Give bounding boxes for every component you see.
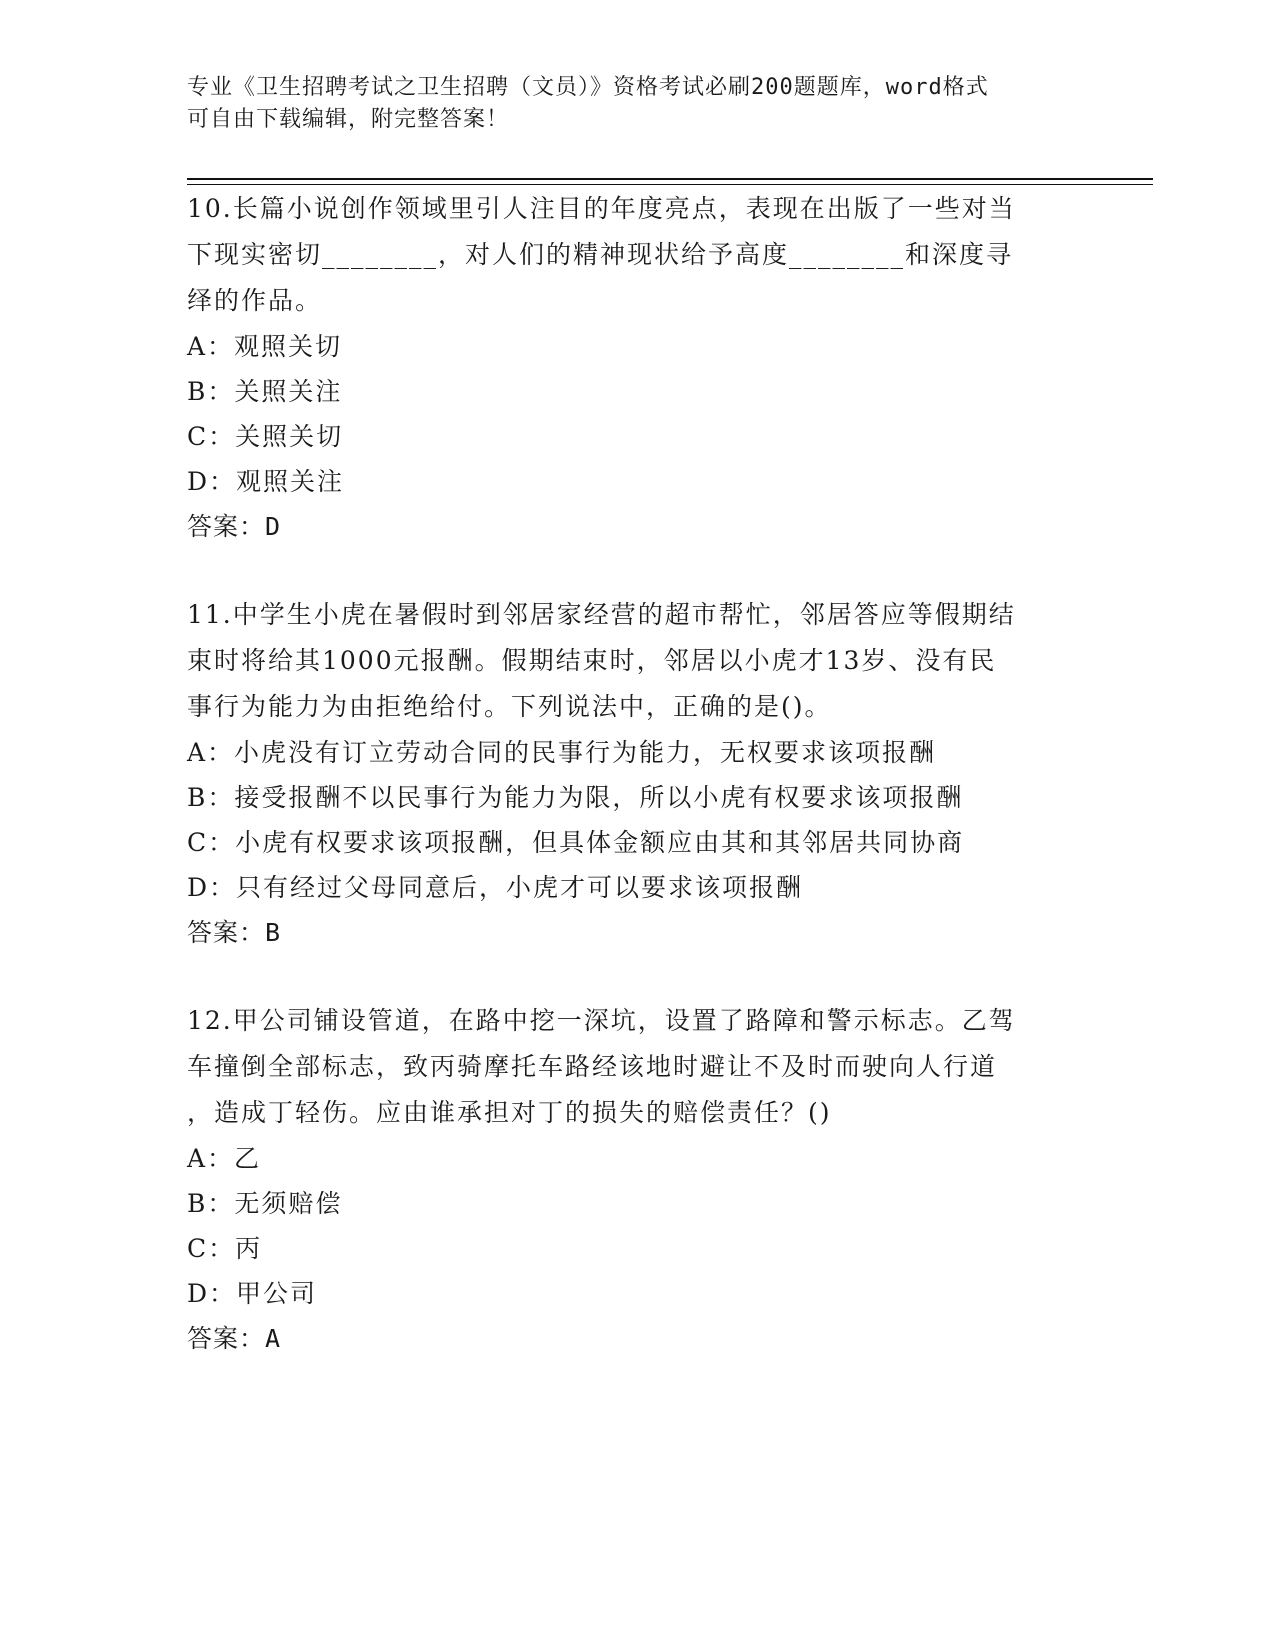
- option-c: C：小虎有权要求该项报酬，但具体金额应由其和其邻居共同协商: [187, 828, 965, 857]
- answer: [187, 504, 1087, 550]
- option-b: B：关照关注: [187, 377, 343, 406]
- page-header: [187, 72, 1067, 136]
- question-stem-line: 事行为能力为由拒绝给付。下列说法中，正确的是()。: [187, 692, 832, 721]
- header-line-2: 可自由下载编辑，附完整答案！: [187, 107, 510, 132]
- question-stem-line: 下现实密切________，对人们的精神现状给予高度________和深度寻: [187, 240, 1014, 269]
- header-line-1: 专业《卫生招聘考试之卫生招聘（文员）》资格考试必刷200题题库，word格式: [187, 75, 989, 100]
- question-stem-line: 车撞倒全部标志，致丙骑摩托车路经该地时避让不及时而驶向人行道: [187, 1052, 998, 1081]
- answer-label: 答案：: [187, 1324, 266, 1353]
- option-c: C：关照关切: [187, 422, 344, 451]
- question-stem-line: 束时将给其1000元报酬。假期结束时，邻居以小虎才13岁、没有民: [187, 646, 997, 675]
- option-d: D：只有经过父母同意后，小虎才可以要求该项报酬: [187, 873, 804, 902]
- header-rule-thick: [187, 178, 1153, 180]
- question-stem-line: 12.甲公司铺设管道，在路中挖一深坑，设置了路障和警示标志。乙驾: [187, 1006, 1016, 1035]
- answer-value: A: [265, 1324, 282, 1353]
- header-rule-thin: [187, 184, 1153, 185]
- question-12: [187, 998, 1087, 1362]
- option-c: C：丙: [187, 1234, 263, 1263]
- question-stem-line: ，造成丁轻伤。应由谁承担对丁的损失的赔偿责任？(): [187, 1098, 832, 1127]
- question-stem-line: 11.中学生小虎在暑假时到邻居家经营的超市帮忙，邻居答应等假期结: [187, 600, 1016, 629]
- option-a: A：乙: [187, 1144, 262, 1173]
- option-d: D：观照关注: [187, 467, 345, 496]
- option-b: B：接受报酬不以民事行为能力为限，所以小虎有权要求该项报酬: [187, 783, 964, 812]
- question-stem-line: 10.长篇小说创作领域里引人注目的年度亮点，表现在出版了一些对当: [187, 194, 1016, 223]
- answer: [187, 910, 1087, 956]
- option-b: B：无须赔偿: [187, 1189, 343, 1218]
- answer-label: 答案：: [187, 512, 266, 541]
- question-10: [187, 186, 1087, 550]
- option-d: D：甲公司: [187, 1279, 318, 1308]
- answer-label: 答案：: [187, 918, 266, 947]
- answer: [187, 1316, 1087, 1362]
- question-11: [187, 592, 1087, 956]
- option-a: A：观照关切: [187, 332, 343, 361]
- answer-value: D: [265, 512, 282, 541]
- option-a: A：小虎没有订立劳动合同的民事行为能力，无权要求该项报酬: [187, 738, 937, 767]
- question-stem-line: 绎的作品。: [187, 286, 323, 315]
- answer-value: B: [265, 918, 282, 947]
